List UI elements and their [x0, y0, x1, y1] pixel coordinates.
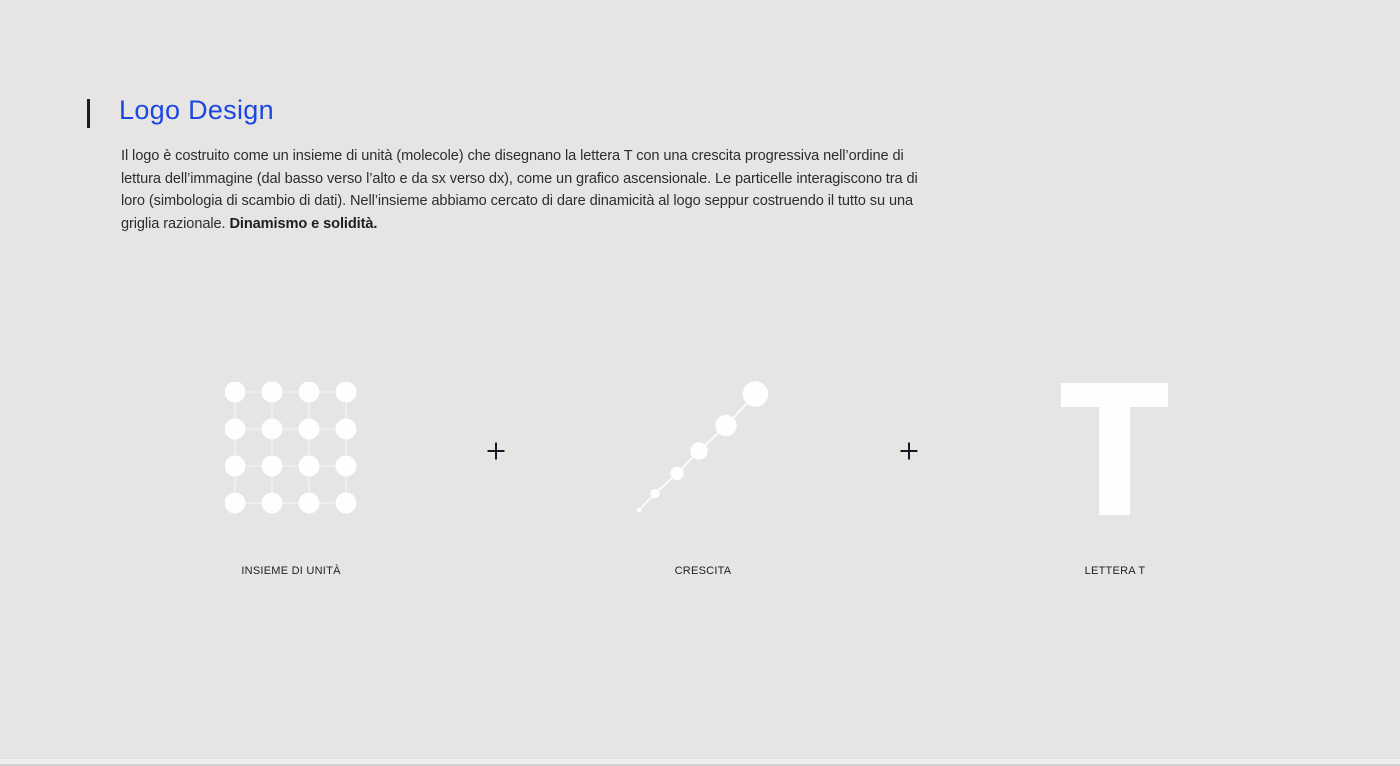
figure-label-crescita: CRESCITA	[674, 565, 732, 577]
figure-letter-t	[1061, 383, 1168, 515]
plus-icon	[900, 442, 918, 460]
page-title: Logo Design	[119, 95, 274, 125]
intro-line-3: loro (simbologia di scambio di dati). Nell’insieme abbiamo cercato di dare dinamicità al logo seppur costruendo il tutto su una	[121, 193, 913, 210]
growth-dots	[637, 381, 769, 512]
intro-line-1: Il logo è costruito come un insieme di unità (molecole) che disegnano la lettera T con una crescita progressiva nell’ordine di	[121, 148, 904, 164]
figure-label-insieme: INSIEME DI UNITÀ	[241, 565, 341, 577]
unit-grid-diagram	[225, 382, 357, 514]
intro-bold-statement: Dinamismo e solidità.	[229, 215, 378, 232]
intro-line-2: lettura dell’immagine (dal basso verso l’alto e da sx verso dx), come un grafico ascensionale. Le particelle interagiscono tra di	[121, 170, 918, 187]
intro-paragraph	[121, 145, 918, 235]
figure-growth	[629, 380, 769, 520]
figure-unit-grid	[225, 382, 357, 514]
page-bottom-edge	[0, 758, 1400, 766]
plus-icon	[487, 442, 505, 460]
growth-diagram	[629, 380, 769, 520]
title-accent-bar	[87, 99, 90, 128]
figure-label-lettera: LETTERA T	[1084, 565, 1146, 577]
intro-line-4: griglia razionale.	[121, 215, 226, 232]
letter-t-shape	[1061, 383, 1168, 515]
unit-dots	[225, 382, 357, 514]
